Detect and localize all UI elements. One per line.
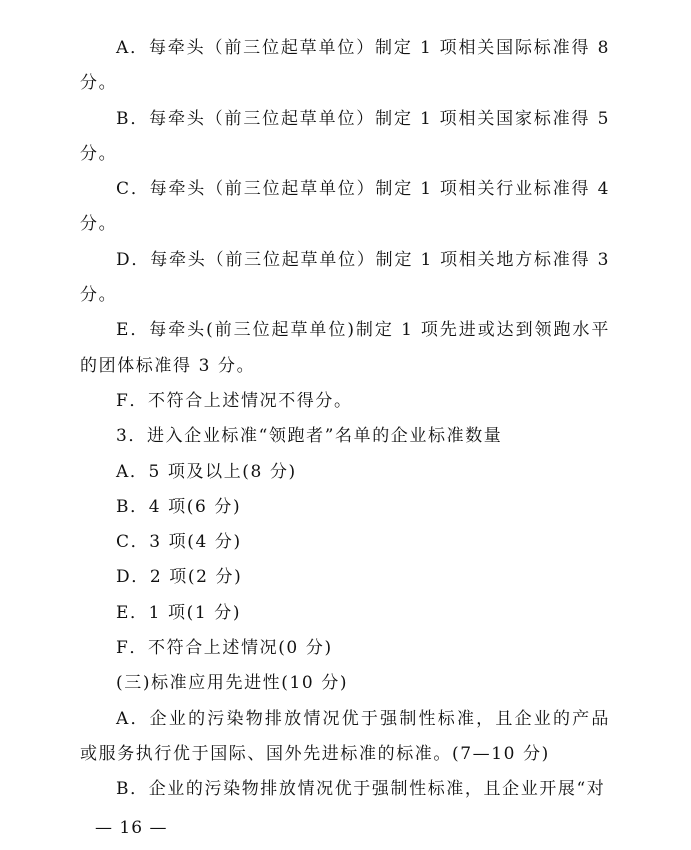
item-f-none: F．不符合上述情况不得分。 — [116, 390, 353, 411]
section-3-heading: 3．进入企业标准“领跑者”名单的企业标准数量 — [116, 426, 503, 447]
document-body — [80, 31, 610, 808]
page-number: — 16 — — [95, 818, 168, 838]
item-a-international: A．每牵头（前三位起草单位）制定 1 项相关国际标准得 8 分。 — [80, 38, 610, 94]
item-e-1: E．1 项(1 分) — [116, 602, 242, 623]
item-b-pollutant: B．企业的污染物排放情况优于强制性标准，且企业开展“对 — [116, 779, 606, 800]
item-c-3: C．3 项(4 分) — [116, 532, 242, 553]
section-3-heading-application: (三)标准应用先进性(10 分) — [116, 673, 349, 694]
item-b-4: B．4 项(6 分) — [116, 496, 242, 517]
item-d-2: D．2 项(2 分) — [116, 567, 243, 588]
item-f-0: F．不符合上述情况(0 分) — [116, 638, 333, 659]
item-d-local: D．每牵头（前三位起草单位）制定 1 项相关地方标准得 3 分。 — [80, 249, 610, 306]
item-a-5-or-more: A．5 项及以上(8 分) — [116, 461, 297, 482]
item-c-industry: C．每牵头（前三位起草单位）制定 1 项相关行业标准得 4 分。 — [80, 179, 610, 235]
item-b-national: B．每牵头（前三位起草单位）制定 1 项相关国家标准得 5 分。 — [80, 108, 610, 164]
item-a-pollutant: A．企业的污染物排放情况优于强制性标准，且企业的产品或服务执行优于国际、国外先进标准的标准。(7—10 分) — [80, 708, 610, 764]
item-e-group: E．每牵头(前三位起草单位)制定 1 项先进或达到领跑水平的团体标准得 3 分。 — [80, 320, 610, 376]
